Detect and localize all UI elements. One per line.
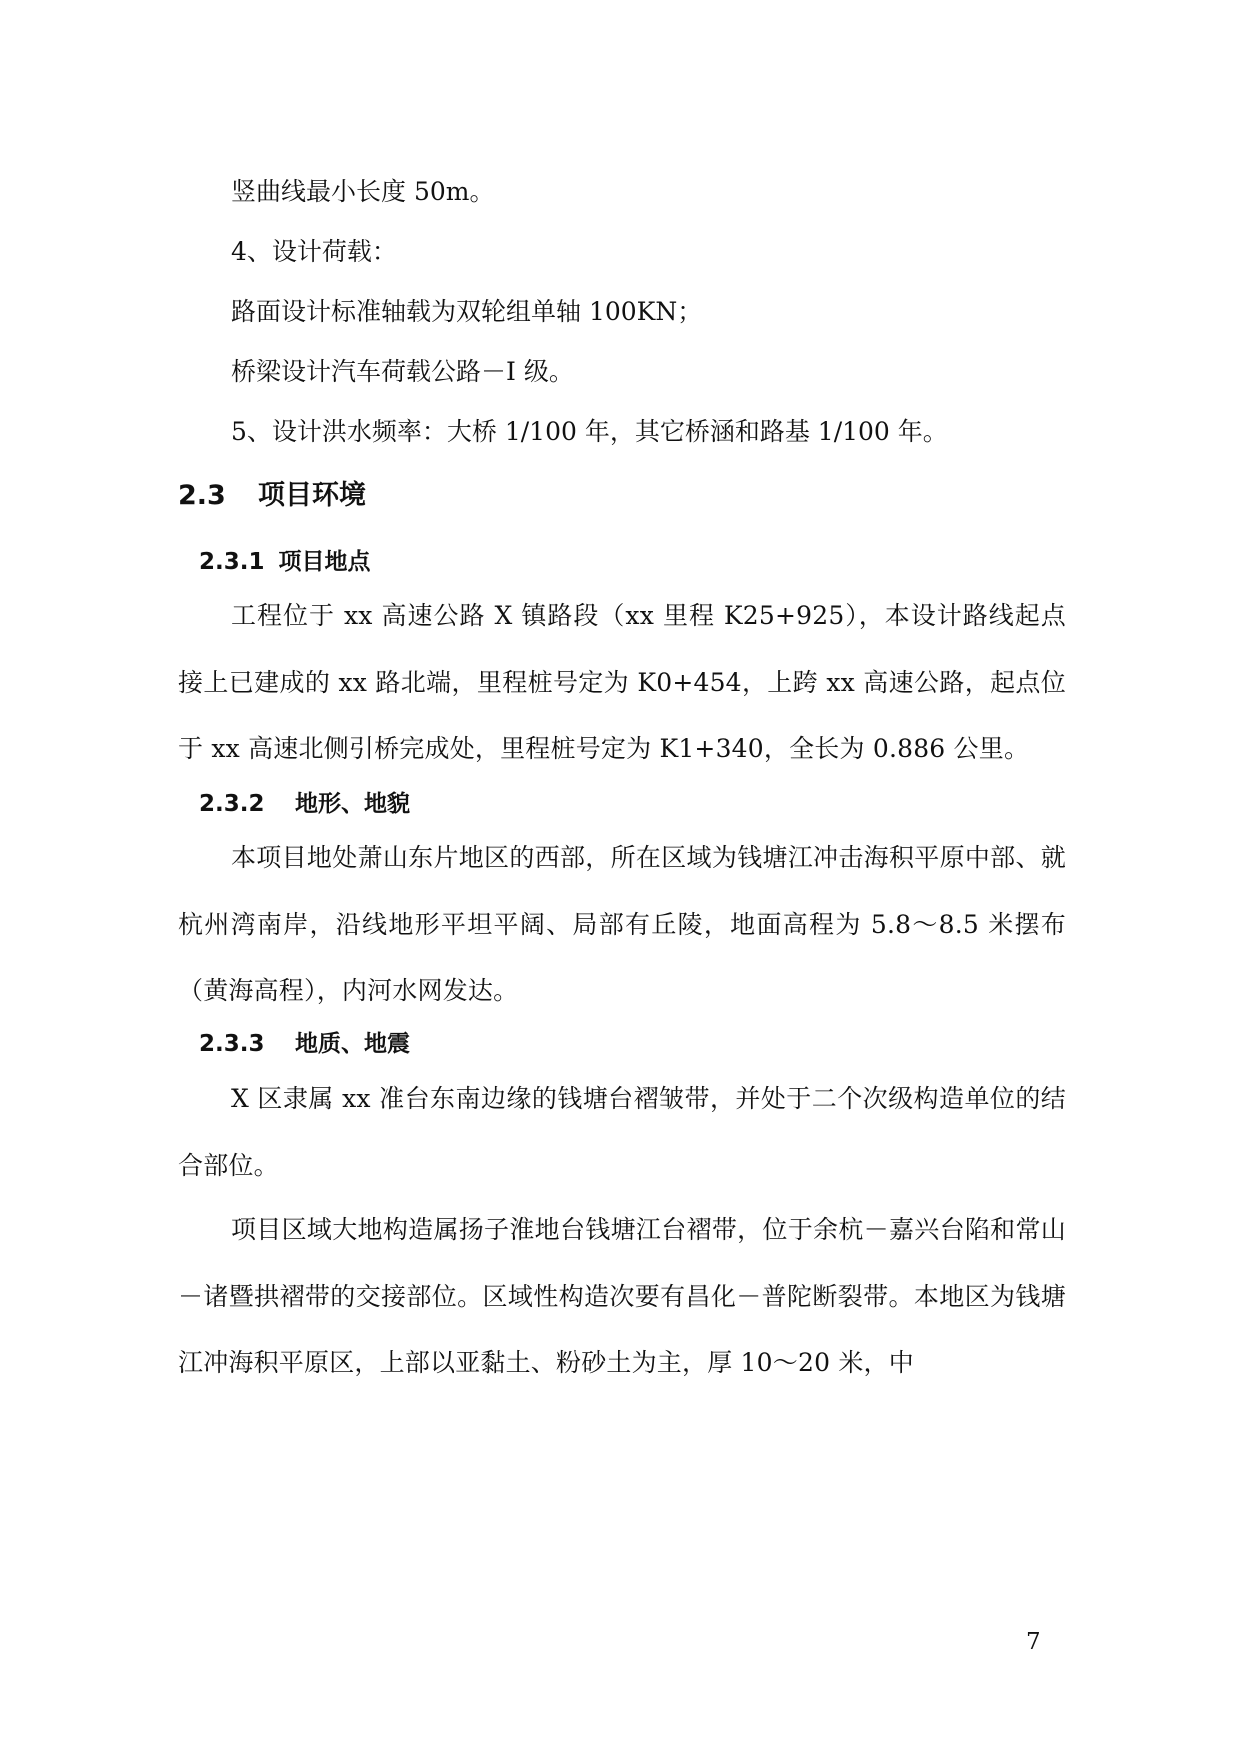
- design-load-heading: 4、设计荷载：: [231, 237, 397, 266]
- section-heading-2-3: [178, 478, 366, 514]
- section-heading-2-3-1: [199, 546, 371, 578]
- section-number: 2.3.2: [199, 791, 265, 817]
- section-title: 地形、地貌: [295, 791, 410, 817]
- section-title: 项目环境: [258, 480, 366, 511]
- section-number: 2.3.1: [199, 549, 265, 575]
- flood-frequency-line: 5、设计洪水频率：大桥 1/100 年，其它桥涵和路基 1/100 年。: [231, 417, 948, 446]
- pavement-axle-load-line: 路面设计标准轴载为双轮组单轴 100KN；: [231, 297, 703, 326]
- section-heading-2-3-2: [199, 788, 410, 820]
- geology-paragraph-2: 项目区域大地构造属扬子淮地台钱塘江台褶带，位于余杭－嘉兴台陷和常山－诸暨拱褶带的交接部位。区域性构造次要有昌化－普陀断裂带。本地区为钱塘江冲海积平原区，上部以亚黏土、粉砂土为主，厚 10～20 米，中: [178, 1215, 1066, 1377]
- project-location-paragraph: 工程位于 xx 高速公路 X 镇路段（xx 里程 K25+925），本设计路线起点接上已建成的 xx 路北端，里程桩号定为 K0+454，上跨 xx 高速公路，起点位于 xx 高速北侧引桥完成处，里程桩号定为 K1+340，全长为 0.886 公里。: [178, 601, 1066, 763]
- section-number: 2.3.3: [199, 1031, 265, 1057]
- section-title: 地质、地震: [295, 1031, 410, 1057]
- vertical-curve-line: 竖曲线最小长度 50m。: [231, 177, 495, 206]
- geology-paragraph-1: X 区隶属 xx 准台东南边缘的钱塘台褶皱带，并处于二个次级构造单位的结合部位。: [178, 1084, 1066, 1180]
- page-number: 7: [1026, 1629, 1041, 1655]
- section-title: 项目地点: [278, 549, 371, 575]
- bridge-vehicle-load-line: 桥梁设计汽车荷载公路－I 级。: [231, 357, 574, 386]
- terrain-paragraph: 本项目地处萧山东片地区的西部，所在区域为钱塘江冲击海积平原中部、就杭州湾南岸，沿线地形平坦平阔、局部有丘陵，地面高程为 5.8～8.5 米摆布（黄海高程），内河水网发达。: [178, 843, 1066, 1005]
- section-number: 2.3: [178, 480, 226, 511]
- section-heading-2-3-3: [199, 1028, 410, 1060]
